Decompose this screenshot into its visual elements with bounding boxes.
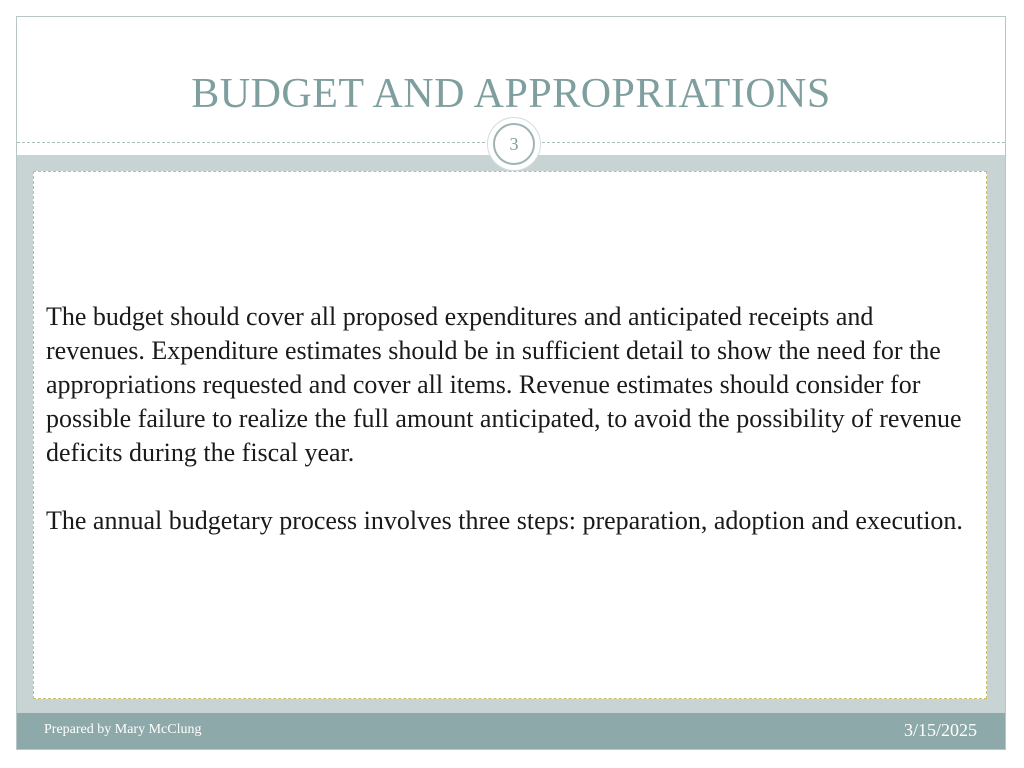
body-paragraph-2: The annual budgetary process involves three steps: preparation, adoption and execution. [46, 506, 963, 535]
page-number: 3 [493, 123, 535, 165]
slide [16, 16, 1006, 750]
slide-title: BUDGET AND APPROPRIATIONS [191, 71, 831, 117]
body-paragraph-1: The budget should cover all proposed expenditures and anticipated receipts and revenues. Expenditure estimates should be in sufficient detail to show the need for the appropriations requested and cover all items. Revenue estimates should consider for possible failure to realize the full amount anticipated, to avoid the possibility of revenue deficits during the fiscal year. [46, 302, 962, 467]
page-number-badge [487, 117, 541, 171]
footer-date: 3/15/2025 [903, 720, 977, 740]
footer-author: Prepared by Mary McClung [44, 722, 202, 737]
content-textbox[interactable] [33, 171, 987, 699]
slide-footer [17, 713, 1005, 749]
